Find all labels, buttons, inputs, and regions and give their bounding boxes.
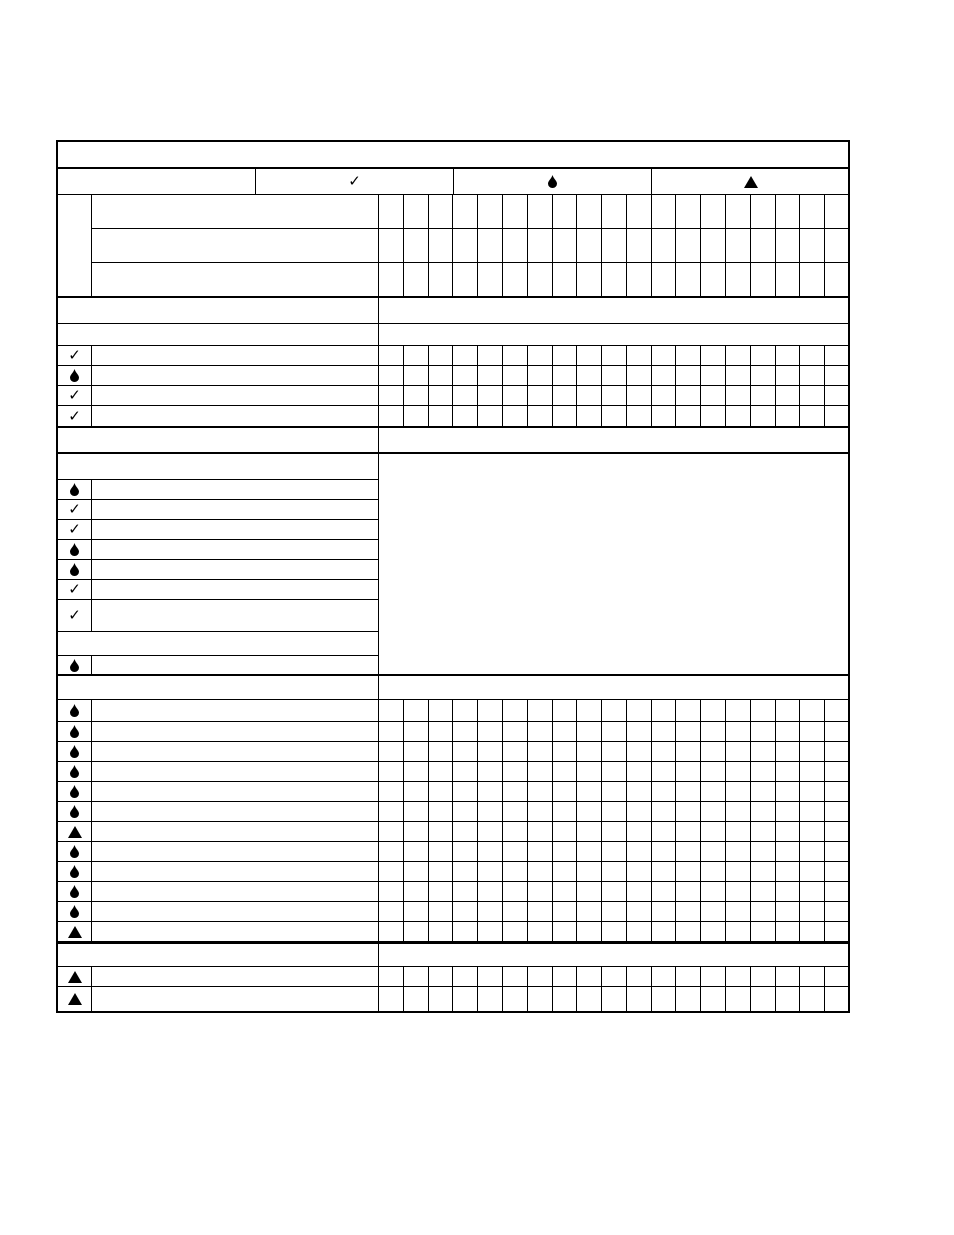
check-icon: ✓ (68, 500, 81, 518)
hline-section-4 (57, 942, 850, 944)
hline-legend (57, 167, 850, 169)
hline-section-2-sub (57, 452, 850, 454)
check-icon: ✓ (68, 580, 81, 598)
form-outer-frame (56, 140, 850, 1013)
hline-section-2 (57, 426, 850, 428)
check-icon: ✓ (68, 346, 81, 364)
check-icon: ✓ (68, 520, 81, 538)
check-icon: ✓ (68, 386, 81, 404)
hline-section-3 (57, 674, 850, 676)
check-icon: ✓ (348, 172, 361, 190)
hline-section-1 (57, 296, 850, 298)
check-icon: ✓ (68, 406, 81, 425)
check-icon: ✓ (68, 606, 81, 624)
